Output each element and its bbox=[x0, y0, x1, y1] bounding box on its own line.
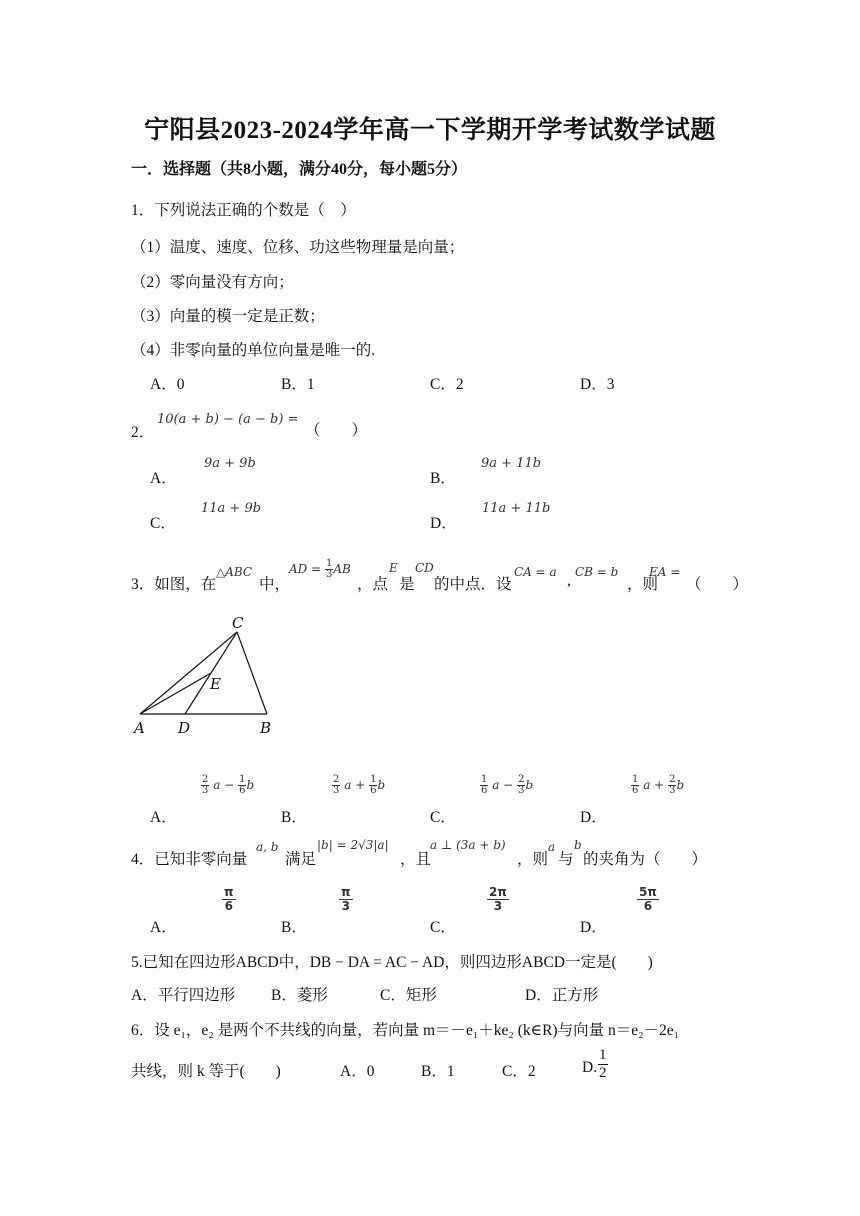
q1-item: （2）零向量没有方向； bbox=[131, 274, 294, 291]
q3-triangle: △ABC bbox=[216, 565, 253, 579]
q5-stem: 5.已知在四边形ABCD中，DB − DA = AC − AD，则四边形ABCD一定是( ) bbox=[131, 954, 653, 971]
q4-option-d-label: D． bbox=[580, 919, 607, 936]
q3-option-d: $\frac{1}{6}$ a + $\frac{2}{3}$ b bbox=[632, 774, 685, 796]
q1-option-c: C．2 bbox=[430, 376, 464, 393]
section-heading: 一．选择题（共8小题，满分40分，每小题5分） bbox=[131, 161, 468, 178]
q2-number: 2． bbox=[131, 424, 155, 441]
q4-text-4: ，则 bbox=[517, 851, 549, 868]
q2-option-b-label: B． bbox=[430, 470, 456, 487]
q1-stem: 1．下列说法正确的个数是（ ） bbox=[131, 202, 356, 219]
q4-option-b-label: B． bbox=[281, 919, 307, 936]
q3-text-1: 3．如图，在 bbox=[131, 576, 217, 593]
label-e: E bbox=[210, 675, 221, 693]
q1-item: （4）非零向量的单位向量是唯一的. bbox=[131, 342, 376, 359]
q5-option-c: C．矩形 bbox=[380, 987, 437, 1004]
q2-option-d-label: D． bbox=[430, 515, 457, 532]
q1-option-b: B．1 bbox=[281, 376, 315, 393]
q4-text-2: 满足 bbox=[285, 851, 317, 868]
q6-line-1: 6．设 e₁，e₂ 是两个不共线的向量，若向量 m＝－e₁＋ke₂ (k∈R)与向量 n＝e₂－2e₁ bbox=[131, 1022, 680, 1039]
q4-text-5: 与 bbox=[558, 851, 574, 868]
q3-option-c: $\frac{1}{6}$ a − $\frac{2}{3}$ b bbox=[481, 774, 534, 796]
q3-text-2: 中， bbox=[259, 576, 291, 593]
q2-option-c-label: C． bbox=[150, 515, 176, 532]
q6-option-d-label: D. bbox=[582, 1059, 598, 1076]
q5-option-d: D．正方形 bbox=[525, 987, 599, 1004]
page-title: 宁阳县2023-2024学年高一下学期开学考试数学试题 bbox=[144, 117, 716, 144]
label-c: C bbox=[232, 614, 244, 632]
q4-option-d: 5π 6 bbox=[639, 885, 657, 913]
q2-expression: 10(a + b) − (a − b) = bbox=[157, 412, 299, 427]
q3-option-a-label: A． bbox=[150, 809, 177, 826]
q2-option-a-label: A． bbox=[150, 470, 177, 487]
q3-ca-eq: CA = a bbox=[514, 565, 557, 579]
q3-option-a: $\frac{2}{3}$ a − $\frac{1}{6}$ b bbox=[202, 774, 255, 796]
triangle-figure bbox=[130, 612, 290, 740]
label-b: B bbox=[260, 719, 272, 737]
q3-point-e: E bbox=[389, 561, 398, 575]
q6-option-d: $\frac{1}{2}$ bbox=[599, 1047, 607, 1081]
q2-option-c: 11a + 9b bbox=[201, 501, 262, 516]
q3-option-d-label: D． bbox=[580, 809, 607, 826]
q4-option-c-label: C． bbox=[430, 919, 456, 936]
q6-option-c: C．2 bbox=[502, 1063, 536, 1080]
q1-item: （1）温度、速度、位移、功这些物理量是向量； bbox=[131, 239, 465, 256]
q5-option-b: B．菱形 bbox=[271, 987, 328, 1004]
q6-line-2: 共线，则 k 等于( ) bbox=[131, 1063, 281, 1080]
label-d: D bbox=[178, 719, 191, 737]
q1-option-a: A．0 bbox=[150, 376, 185, 393]
q3-option-b: $\frac{2}{3}$ a + $\frac{1}{6}$ b bbox=[333, 774, 386, 796]
q6-option-b: B．1 bbox=[421, 1063, 455, 1080]
q3-option-b-label: B． bbox=[281, 809, 307, 826]
q3-cd: CD bbox=[415, 561, 434, 575]
q3-ea-eq: EA = bbox=[649, 565, 681, 579]
q3-text-5: 的中点．设 bbox=[434, 576, 512, 593]
q4-vectors: a, b bbox=[256, 840, 279, 854]
q4-option-c: 2π 3 bbox=[489, 885, 507, 913]
q4-a: a bbox=[548, 840, 556, 854]
q4-option-b: π 3 bbox=[341, 885, 351, 913]
q3-option-c-label: C． bbox=[430, 809, 456, 826]
q4-text-6: 的夹角为（ ） bbox=[583, 851, 708, 868]
q3-comma: , bbox=[567, 572, 571, 589]
q4-option-a: π 6 bbox=[224, 885, 234, 913]
q5-option-a: A．平行四边形 bbox=[131, 987, 236, 1004]
q6-option-a: A．0 bbox=[340, 1063, 375, 1080]
label-a: A bbox=[134, 719, 145, 737]
q2-paren: （ ） bbox=[305, 422, 368, 439]
q2-option-a: 9a + 9b bbox=[204, 456, 256, 471]
q4-b: b bbox=[574, 838, 582, 852]
q1-option-d: D．3 bbox=[580, 376, 615, 393]
q1-item: （3）向量的模一定是正数； bbox=[131, 308, 325, 325]
q2-option-b: 9a + 11b bbox=[481, 456, 542, 471]
q3-text-3: ，点 bbox=[357, 576, 389, 593]
q3-text-4: 是 bbox=[399, 576, 415, 593]
q4-text-3: ，且 bbox=[400, 851, 432, 868]
q3-ad-eq: AD = $\frac{1}{3}$ AB bbox=[289, 558, 351, 580]
q2-option-d: 11a + 11b bbox=[482, 501, 551, 516]
q4-perp: a ⊥ (3a + b) bbox=[430, 838, 506, 852]
q3-cb-eq: CB = b bbox=[575, 565, 619, 579]
q3-paren: （ ） bbox=[686, 576, 749, 593]
q4-option-a-label: A． bbox=[150, 919, 177, 936]
q4-text-1: 4．已知非零向量 bbox=[131, 851, 248, 868]
q3-text-6: ，则 bbox=[627, 576, 659, 593]
q4-condition: |b| = 2√3|a| bbox=[317, 838, 389, 852]
